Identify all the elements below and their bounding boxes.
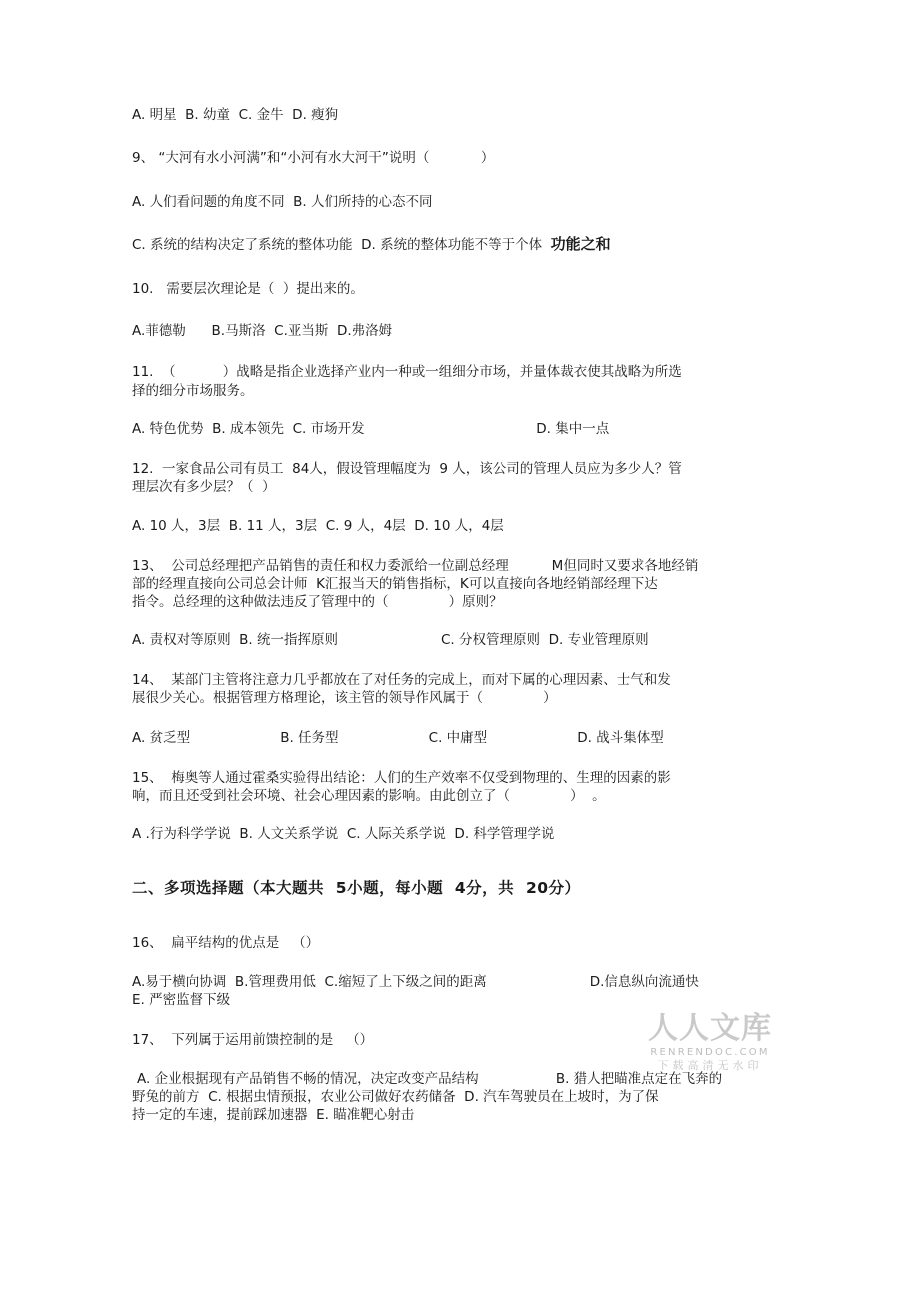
q16-options-line2: E. 严密监督下级 [132, 992, 231, 1008]
q12-stem-line1: 12. 一家食品公司有员工 84人，假设管理幅度为 9 人，该公司的管理人员应为多少人？管 [132, 461, 682, 477]
q10-options: A.菲德勒 B.马斯洛 C.亚当斯 D.弗洛姆 [132, 323, 393, 339]
q9-options-cd [132, 235, 611, 254]
q13-stem-line1: 13、 公司总经理把产品销售的责任和权力委派给一位副总经理 M但同时又要求各地经销 [132, 558, 699, 574]
q15-stem-line1: 15、 梅奥等人通过霍桑实验得出结论：人们的生产效率不仅受到物理的、生理的因素的影 [132, 770, 671, 786]
q9-options-ab: A. 人们看问题的角度不同 B. 人们所持的心态不同 [132, 194, 433, 210]
q10-stem: 10. 需要层次理论是（ ）提出来的。 [132, 281, 364, 297]
q14-options: A. 贫乏型 B. 任务型 C. 中庸型 D. 战斗集体型 [132, 730, 664, 746]
q11-stem-line1: 11. （ ）战略是指企业选择产业内一种或一组细分市场，并量体裁衣使其战略为所选 [132, 364, 682, 380]
watermark-slogan: 下载高清无水印 [657, 1059, 763, 1072]
q17-stem: 17、 下列属于运用前馈控制的是 （） [132, 1032, 374, 1048]
q13-stem-line3: 指令。总经理的这种做法违反了管理中的（ ）原则？ [132, 594, 503, 610]
q9-options-cd-tail: 功能之和 [550, 235, 611, 253]
q9-options-cd-text: C. 系统的结构决定了系统的整体功能 D. 系统的整体功能不等于个体 [132, 237, 551, 253]
q17-options-line1: A. 企业根据现有产品销售不畅的情况，决定改变产品结构 B. 猎人把瞄准点定在飞奔的 [137, 1071, 723, 1087]
q14-stem-line1: 14、 某部门主管将注意力几乎都放在了对任务的完成上，而对下属的心理因素、士气和发 [132, 672, 671, 688]
q13-options: A. 责权对等原则 B. 统一指挥原则 C. 分权管理原则 D. 专业管理原则 [132, 632, 649, 648]
q8-options: A. 明星 B. 幼童 C. 金牛 D. 瘦狗 [132, 107, 339, 123]
q17-options-line3: 持一定的车速，提前踩加速器 E. 瞄准靶心射击 [132, 1107, 415, 1123]
q9-stem: 9、 “大河有水小河满”和“小河有水大河干”说明（ ） [132, 150, 495, 166]
q15-options: A .行为科学学说 B. 人文关系学说 C. 人际关系学说 D. 科学管理学说 [132, 826, 555, 842]
watermark-site: RENRENDOC.COM [650, 1047, 770, 1058]
q16-options-line1: A.易于横向协调 B.管理费用低 C.缩短了上下级之间的距离 D.信息纵向流通快 [132, 974, 699, 990]
q11-options: A. 特色优势 B. 成本领先 C. 市场开发 D. 集中一点 [132, 421, 610, 437]
section-heading: 二、多项选择题（本大题共 5小题，每小题 4分，共 20分） [132, 879, 581, 897]
q16-stem: 16、 扁平结构的优点是 （） [132, 935, 320, 951]
q13-stem-line2: 部的经理直接向公司总会计师 K汇报当天的销售指标，K可以直接向各地经销部经理下达 [132, 576, 658, 592]
q14-stem-line2: 展很少关心。根据管理方格理论，该主管的领导作风属于（ ） [132, 690, 557, 706]
q15-stem-line2: 响，而且还受到社会环境、社会心理因素的影响。由此创立了（ ） 。 [132, 788, 606, 804]
watermark [646, 1012, 774, 1073]
q11-stem-line2: 择的细分市场服务。 [132, 383, 254, 399]
q12-stem-line2: 理层次有多少层？（ ） [132, 479, 276, 495]
q12-options: A. 10 人，3层 B. 11 人，3层 C. 9 人，4层 D. 10 人，4层 [132, 518, 504, 534]
watermark-title: 人人文库 [648, 1011, 772, 1046]
q17-options-line2: 野兔的前方 C. 根据虫情预报，农业公司做好农药储备 D. 汽车驾驶员在上坡时，为了保 [132, 1089, 659, 1105]
